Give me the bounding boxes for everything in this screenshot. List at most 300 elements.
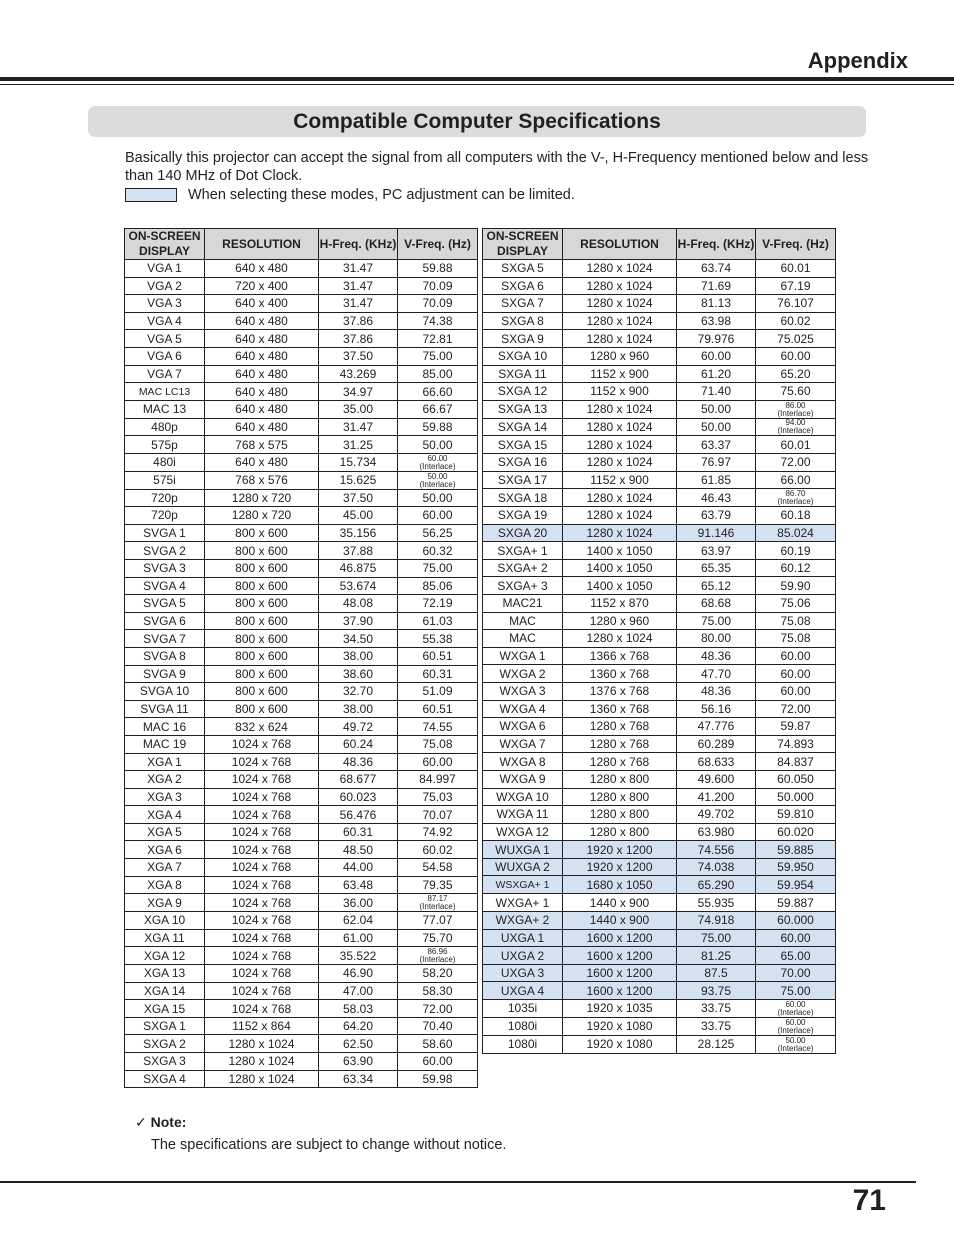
cell-hfreq <box>677 665 756 683</box>
cell-text: 1600 x 1200 <box>586 983 653 998</box>
cell-resolution <box>205 823 319 841</box>
cell-text: 1024 x 768 <box>231 807 292 822</box>
cell-text: 1280 x 1024 <box>586 419 653 434</box>
legend-swatch <box>125 188 177 202</box>
cell-display <box>125 595 205 613</box>
cell-hfreq <box>677 982 756 1000</box>
cell-display <box>125 965 205 983</box>
cell-text: 75.00 <box>700 930 732 945</box>
table-row <box>125 982 478 1000</box>
cell-display <box>125 542 205 560</box>
cell-text: 1680 x 1050 <box>586 877 653 892</box>
cell-text: 60.02 <box>780 314 811 329</box>
cell-vfreq <box>756 753 836 771</box>
cell-text: 1024 x 768 <box>231 913 292 928</box>
cell-display <box>125 277 205 295</box>
cell-text: 1280 x 1024 <box>586 331 653 346</box>
cell-text: 93.75 <box>700 983 732 998</box>
cell-hfreq <box>319 823 398 841</box>
cell-text: 75.06 <box>780 596 811 611</box>
cell-text: 37.90 <box>342 614 374 629</box>
table-row <box>125 1035 478 1053</box>
cell-text: 68.633 <box>697 754 735 769</box>
cell-text: 55.935 <box>697 895 735 910</box>
cell-resolution <box>563 277 677 295</box>
cell-text: 1280 x 768 <box>589 719 650 734</box>
cell-text: SXGA 10 <box>497 349 548 364</box>
cell-text: UXGA 3 <box>500 966 545 981</box>
cell-text: 32.70 <box>342 684 374 699</box>
cell-text: 800 x 600 <box>235 526 288 541</box>
cell-display <box>125 894 205 912</box>
cell-resolution <box>205 735 319 753</box>
cell-text: 84.837 <box>777 754 814 769</box>
cell-text: XGA 7 <box>147 860 182 875</box>
cell-resolution <box>563 753 677 771</box>
cell-text: 60.31 <box>342 825 374 840</box>
table-row <box>483 964 836 982</box>
cell-hfreq <box>319 876 398 894</box>
cell-text: SXGA 6 <box>501 278 544 293</box>
cell-text: 64.20 <box>342 1019 374 1034</box>
cell-display <box>125 401 205 419</box>
cell-vfreq <box>398 436 478 454</box>
cell-text: XGA 6 <box>147 842 182 857</box>
cell-display <box>483 594 563 612</box>
cell-display <box>125 612 205 630</box>
cell-text: 640 x 480 <box>235 384 288 399</box>
cell-text: 60.01 <box>780 437 811 452</box>
header-display: ON-SCREEN DISPLAY <box>483 229 563 260</box>
cell-hfreq <box>319 524 398 542</box>
cell-text: 47.70 <box>700 666 732 681</box>
cell-text: 81.13 <box>700 296 732 311</box>
cell-hfreq <box>677 559 756 577</box>
cell-text: 48.36 <box>700 684 732 699</box>
cell-resolution <box>563 524 677 542</box>
cell-vfreq <box>756 665 836 683</box>
cell-text: 67.19 <box>780 278 811 293</box>
cell-text: 72.00 <box>780 455 811 470</box>
cell-text: 74.38 <box>422 314 453 329</box>
cell-resolution <box>563 454 677 472</box>
cell-text: WXGA 11 <box>496 807 549 822</box>
cell-vfreq <box>756 788 836 806</box>
cell-vfreq <box>756 400 836 418</box>
cell-display <box>483 894 563 912</box>
cell-display <box>483 876 563 894</box>
cell-display <box>483 982 563 1000</box>
cell-text: 60.51 <box>422 649 453 664</box>
table-row <box>483 753 836 771</box>
cell-vfreq <box>398 665 478 683</box>
cell-text: SXGA 16 <box>497 455 548 470</box>
cell-text: 51.09 <box>422 684 453 699</box>
cell-resolution <box>205 947 319 965</box>
cell-text: MAC 13 <box>142 402 187 417</box>
cell-vfreq <box>398 859 478 877</box>
cell-display <box>125 982 205 1000</box>
spec-table-right <box>482 228 836 1054</box>
cell-text: 1440 x 900 <box>589 913 650 928</box>
cell-hfreq <box>677 347 756 365</box>
cell-text: XGA 10 <box>143 913 186 928</box>
cell-resolution <box>563 594 677 612</box>
table-row <box>483 436 836 454</box>
cell-text: 91.146 <box>697 525 735 540</box>
cell-text: VGA 3 <box>147 296 182 311</box>
cell-display <box>125 947 205 965</box>
cell-vfreq <box>756 947 836 965</box>
cell-text: 1280 x 960 <box>589 349 650 364</box>
cell-text: 56.476 <box>339 807 377 822</box>
cell-hfreq <box>677 418 756 436</box>
cell-hfreq <box>319 453 398 471</box>
cell-resolution <box>205 312 319 330</box>
cell-vfreq <box>398 630 478 648</box>
table-row <box>483 665 836 683</box>
cell-text: 1280 x 1024 <box>228 1071 295 1086</box>
header-resolution: RESOLUTION <box>205 229 319 260</box>
table-row <box>125 771 478 789</box>
cell-text: 1035i <box>507 1001 538 1016</box>
cell-text: WXGA+ 1 <box>495 895 550 910</box>
cell-display <box>483 277 563 295</box>
cell-text: 47.00 <box>342 983 374 998</box>
cell-text: 1600 x 1200 <box>586 966 653 981</box>
cell-text: 37.88 <box>342 543 374 558</box>
cell-resolution <box>205 542 319 560</box>
cell-vfreq <box>756 418 836 436</box>
cell-text: 31.47 <box>342 296 374 311</box>
cell-resolution <box>563 400 677 418</box>
cell-vfreq <box>756 823 836 841</box>
table-header-row <box>125 229 478 260</box>
cell-text: 74.038 <box>697 860 735 875</box>
cell-text: WXGA 7 <box>499 737 546 752</box>
table-row <box>483 471 836 489</box>
cell-text: 800 x 600 <box>235 631 288 646</box>
cell-text: 1024 x 768 <box>231 789 292 804</box>
cell-hfreq <box>677 1000 756 1018</box>
cell-text: 94.00 (Interlace) <box>777 418 814 436</box>
cell-vfreq <box>756 559 836 577</box>
cell-hfreq <box>677 841 756 859</box>
cell-text: 71.40 <box>700 384 732 399</box>
cell-text: 75.03 <box>422 789 453 804</box>
cell-resolution <box>563 718 677 736</box>
cell-text: 70.00 <box>780 966 811 981</box>
cell-resolution <box>563 577 677 595</box>
cell-vfreq <box>398 700 478 718</box>
cell-vfreq <box>756 542 836 560</box>
table-row <box>483 277 836 295</box>
cell-text: 1024 x 768 <box>231 772 292 787</box>
cell-text: 1280 x 1024 <box>586 296 653 311</box>
cell-text: 1280 x 1024 <box>586 402 653 417</box>
cell-text: 86.96 (Interlace) <box>419 947 456 965</box>
cell-text: 60.00 <box>422 754 453 769</box>
cell-hfreq <box>677 436 756 454</box>
cell-text: MAC 19 <box>142 737 187 752</box>
table-row <box>483 718 836 736</box>
cell-text: 1280 x 1024 <box>586 261 653 276</box>
cell-resolution <box>205 683 319 701</box>
cell-text: UXGA 4 <box>500 983 545 998</box>
table-row <box>483 507 836 525</box>
note <box>135 1114 186 1131</box>
table-row <box>125 947 478 965</box>
cell-text: 63.97 <box>700 543 732 558</box>
table-row <box>483 400 836 418</box>
cell-display <box>483 400 563 418</box>
cell-text: SVGA 10 <box>139 684 190 699</box>
cell-vfreq <box>398 418 478 436</box>
cell-vfreq <box>398 453 478 471</box>
table-row <box>483 577 836 595</box>
cell-text: 1280 x 768 <box>589 737 650 752</box>
cell-text: 60.050 <box>777 772 814 787</box>
cell-text: 63.74 <box>700 261 732 276</box>
cell-resolution <box>563 436 677 454</box>
cell-text: 37.86 <box>342 314 374 329</box>
cell-hfreq <box>319 507 398 525</box>
cell-text: SXGA 19 <box>497 508 548 523</box>
cell-resolution <box>205 841 319 859</box>
cell-resolution <box>205 630 319 648</box>
cell-vfreq <box>398 559 478 577</box>
cell-hfreq <box>677 383 756 401</box>
cell-text: 1920 x 1080 <box>586 1037 653 1052</box>
cell-vfreq <box>398 260 478 278</box>
cell-text: 62.50 <box>342 1036 374 1051</box>
cell-hfreq <box>319 929 398 947</box>
cell-resolution <box>563 295 677 313</box>
cell-resolution <box>563 912 677 930</box>
cell-resolution <box>563 542 677 560</box>
cell-display <box>483 471 563 489</box>
cell-text: 68.68 <box>700 596 732 611</box>
cell-text: 75.60 <box>780 384 811 399</box>
cell-display <box>125 929 205 947</box>
cell-text: SVGA 11 <box>140 702 189 717</box>
cell-vfreq <box>756 295 836 313</box>
cell-display <box>483 700 563 718</box>
cell-text: SVGA 5 <box>143 596 186 611</box>
cell-resolution <box>205 365 319 383</box>
cell-vfreq <box>756 1035 836 1053</box>
cell-hfreq <box>319 718 398 736</box>
cell-vfreq <box>398 1070 478 1088</box>
cell-text: 75.08 <box>780 613 811 628</box>
cell-text: 1360 x 768 <box>589 666 650 681</box>
cell-text: 63.90 <box>342 1054 374 1069</box>
cell-hfreq <box>677 788 756 806</box>
cell-text: SXGA 13 <box>497 402 548 417</box>
cell-display <box>125 312 205 330</box>
cell-text: 76.97 <box>700 455 732 470</box>
cell-text: 1360 x 768 <box>589 701 650 716</box>
cell-text: 60.24 <box>342 737 374 752</box>
cell-text: 640 x 400 <box>235 296 288 311</box>
table-row <box>483 858 836 876</box>
cell-text: SVGA 9 <box>143 666 186 681</box>
cell-text: 35.156 <box>339 526 377 541</box>
table-row <box>125 1053 478 1071</box>
cell-text: SXGA 8 <box>501 314 544 329</box>
cell-text: 800 x 600 <box>235 649 288 664</box>
table-row <box>483 947 836 965</box>
cell-resolution <box>563 1000 677 1018</box>
cell-text: 640 x 480 <box>235 349 288 364</box>
cell-text: 60.31 <box>422 666 453 681</box>
cell-display <box>125 418 205 436</box>
cell-vfreq <box>756 841 836 859</box>
cell-resolution <box>205 876 319 894</box>
cell-text: 87.17 (Interlace) <box>419 894 456 912</box>
cell-text: 65.290 <box>697 877 735 892</box>
cell-resolution <box>205 295 319 313</box>
cell-text: SVGA 8 <box>143 649 186 664</box>
cell-text: 70.09 <box>422 296 453 311</box>
cell-text: 31.47 <box>342 420 374 435</box>
cell-display <box>125 383 205 401</box>
cell-text: 58.03 <box>342 1001 374 1016</box>
cell-text: 61.03 <box>422 614 453 629</box>
cell-display <box>483 365 563 383</box>
table-row <box>483 489 836 507</box>
cell-text: SXGA 20 <box>497 525 548 540</box>
cell-display <box>125 365 205 383</box>
table-row <box>125 347 478 365</box>
cell-vfreq <box>756 260 836 278</box>
cell-text: 1280 x 720 <box>231 490 292 505</box>
cell-text: WXGA 1 <box>499 649 546 664</box>
cell-text: 800 x 600 <box>235 614 288 629</box>
cell-display <box>483 330 563 348</box>
cell-vfreq <box>398 841 478 859</box>
cell-display <box>125 683 205 701</box>
cell-text: SXGA 15 <box>497 437 548 452</box>
cell-resolution <box>563 489 677 507</box>
table-row <box>483 682 836 700</box>
cell-hfreq <box>319 559 398 577</box>
cell-hfreq <box>319 683 398 701</box>
cell-text: 31.47 <box>342 278 374 293</box>
cell-text: 74.55 <box>422 719 453 734</box>
cell-display <box>125 507 205 525</box>
cell-hfreq <box>319 859 398 877</box>
table-row <box>483 612 836 630</box>
table-row <box>125 383 478 401</box>
cell-text: 74.556 <box>697 842 735 857</box>
cell-text: WUXGA 2 <box>495 860 550 875</box>
legend-text: When selecting these modes, PC adjustment can be limited. <box>188 187 575 203</box>
table-row <box>483 982 836 1000</box>
section-title: Appendix <box>807 48 908 73</box>
cell-text: 640 x 480 <box>235 402 288 417</box>
cell-hfreq <box>319 365 398 383</box>
cell-text: 80.00 <box>700 631 732 646</box>
cell-text: 800 x 600 <box>235 561 288 576</box>
cell-resolution <box>563 312 677 330</box>
cell-text: 58.20 <box>422 966 453 981</box>
table-row <box>125 823 478 841</box>
cell-display <box>125 630 205 648</box>
cell-resolution <box>205 1053 319 1071</box>
cell-text: VGA 5 <box>147 331 182 346</box>
cell-display <box>125 700 205 718</box>
cell-vfreq <box>756 471 836 489</box>
note-text: The specifications are subject to change without notice. <box>151 1137 507 1153</box>
table-header-row <box>483 229 836 260</box>
cell-vfreq <box>398 806 478 824</box>
cell-vfreq <box>756 507 836 525</box>
cell-text: 1280 x 1024 <box>586 490 653 505</box>
cell-resolution <box>205 577 319 595</box>
cell-vfreq <box>756 700 836 718</box>
cell-vfreq <box>398 524 478 542</box>
cell-text: SXGA 4 <box>143 1071 186 1086</box>
cell-resolution <box>205 436 319 454</box>
cell-text: 832 x 624 <box>235 719 288 734</box>
cell-hfreq <box>319 1070 398 1088</box>
cell-text: 768 x 576 <box>235 473 288 488</box>
cell-resolution <box>563 858 677 876</box>
cell-text: 49.72 <box>342 719 374 734</box>
cell-text: 1920 x 1080 <box>586 1019 653 1034</box>
cell-vfreq <box>756 964 836 982</box>
cell-display <box>483 436 563 454</box>
cell-text: 1280 x 1024 <box>586 278 653 293</box>
cell-vfreq <box>398 347 478 365</box>
cell-text: SXGA 1 <box>143 1019 186 1034</box>
cell-hfreq <box>319 401 398 419</box>
cell-text: SVGA 1 <box>143 526 186 541</box>
cell-display <box>483 788 563 806</box>
cell-display <box>483 806 563 824</box>
footer-rule <box>0 1181 916 1183</box>
cell-text: 1024 x 768 <box>231 966 292 981</box>
cell-text: 1280 x 800 <box>589 807 650 822</box>
table-row <box>483 788 836 806</box>
cell-text: 1280 x 1024 <box>586 314 653 329</box>
cell-text: SVGA 6 <box>143 614 186 629</box>
cell-hfreq <box>677 647 756 665</box>
cell-text: 1280 x 800 <box>589 789 650 804</box>
cell-hfreq <box>319 436 398 454</box>
cell-text: SXGA 7 <box>501 296 544 311</box>
cell-display <box>125 876 205 894</box>
cell-text: 63.34 <box>342 1071 374 1086</box>
cell-text: 1440 x 900 <box>589 895 650 910</box>
cell-text: 34.97 <box>342 384 374 399</box>
cell-text: 50.00 <box>422 490 453 505</box>
cell-resolution <box>563 347 677 365</box>
cell-vfreq <box>398 577 478 595</box>
cell-text: VGA 1 <box>147 261 182 276</box>
cell-resolution <box>205 929 319 947</box>
cell-resolution <box>205 1017 319 1035</box>
cell-display <box>483 577 563 595</box>
cell-hfreq <box>677 876 756 894</box>
table-row <box>125 260 478 278</box>
cell-text: 59.87 <box>780 719 811 734</box>
cell-hfreq <box>677 277 756 295</box>
cell-text: 1280 x 1024 <box>586 437 653 452</box>
cell-display <box>483 735 563 753</box>
cell-display <box>125 753 205 771</box>
